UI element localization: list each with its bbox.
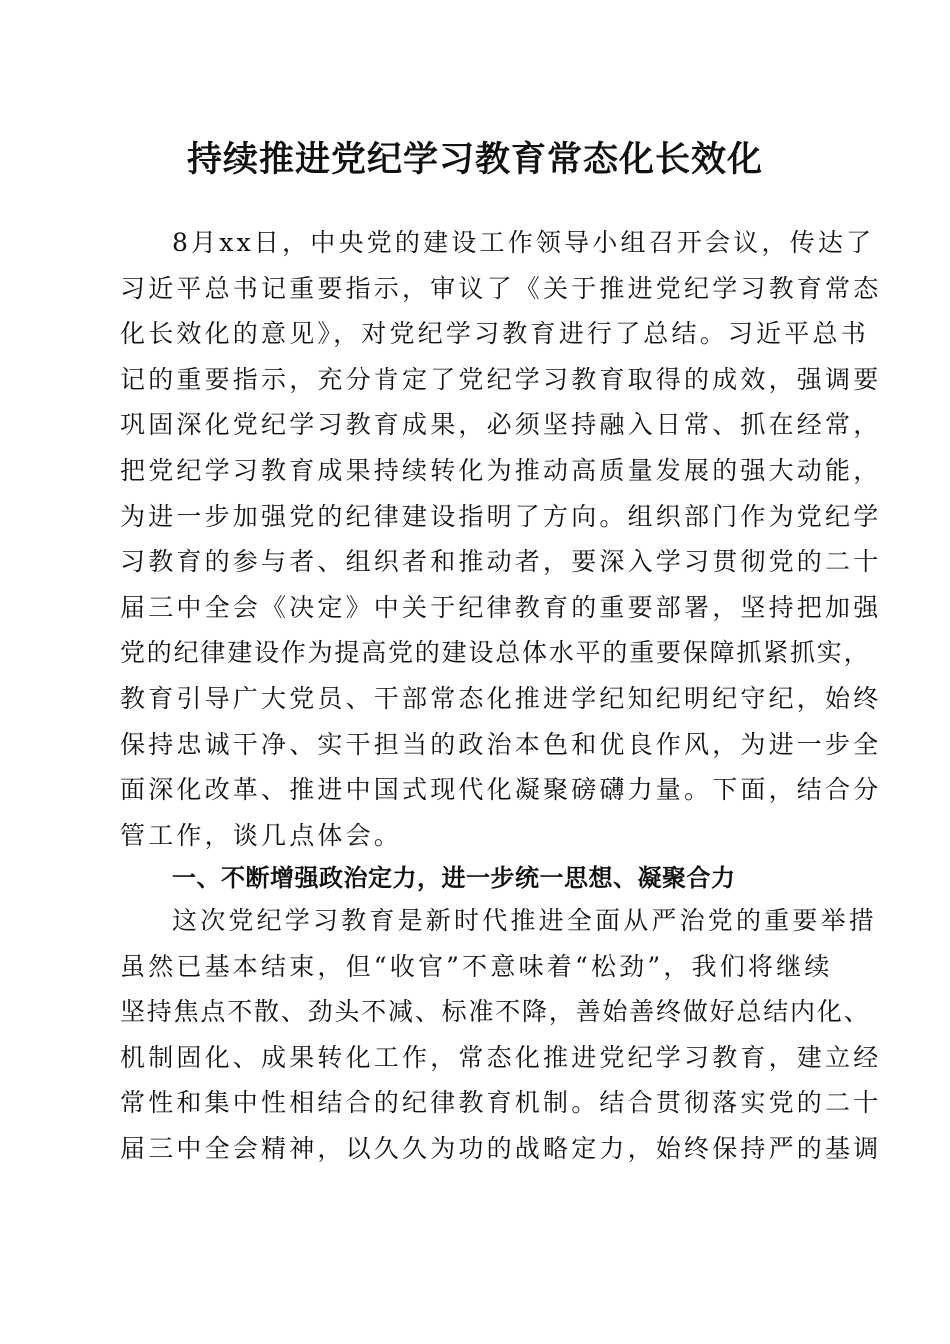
text-line: 届三中全会《决定》中关于纪律教育的重要部署，坚持把加强 <box>120 592 882 622</box>
text-line: 习教育的参与者、组织者和推动者，要深入学习贯彻党的二十 <box>120 547 882 577</box>
text-line: 面深化改革、推进中国式现代化凝聚磅礴力量。下面，结合分 <box>120 775 882 805</box>
text-line: 坚持焦点不散、劲头不减、标准不降，善始善终做好总结内化、 <box>120 997 871 1027</box>
text-line: 保持忠诚干净、实干担当的政治本色和优良作风，为进一步全 <box>120 729 882 759</box>
text-line: 把党纪学习教育成果持续转化为推动高质量发展的强大动能， <box>120 455 882 485</box>
text-line: 习近平总书记重要指示，审议了《关于推进党纪学习教育常态 <box>120 273 882 303</box>
paragraph-section1 <box>120 898 882 1172</box>
text-line: 常性和集中性相结合的纪律教育机制。结合贯彻落实党的二十 <box>120 1088 882 1118</box>
document-title: 持续推进党纪学习教育常态化长效化 <box>186 139 763 180</box>
text-line: 这次党纪学习教育是新时代推进全面从严治党的重要举措 <box>172 906 878 935</box>
text-line: 化长效化的意见》，对党纪学习教育进行了总结。习近平总书 <box>120 319 869 349</box>
text-line: 巩固深化党纪学习教育成果，必须坚持融入日常、抓在经常， <box>120 410 882 440</box>
section-heading: 一、不断增强政治定力，进一步统一思想、凝聚合力 <box>172 864 736 892</box>
text-line: 为进一步加强党的纪律建设指明了方向。组织部门作为党纪学 <box>120 501 882 531</box>
text-line: 虽然已基本结束，但“收官”不意味着“松劲”，我们将继续 <box>120 951 833 981</box>
text-line: 8月xx日，中央党的建设工作领导小组召开会议，传达了 <box>172 228 875 257</box>
paragraph-intro <box>120 220 882 858</box>
text-line: 记的重要指示，充分肯定了党纪学习教育取得的成效，强调要 <box>120 364 882 394</box>
text-line: 党的纪律建设作为提高党的建设总体水平的重要保障抓紧抓实， <box>120 638 871 668</box>
text-line: 届三中全会精神，以久久为功的战略定力，始终保持严的基调 <box>120 1133 882 1163</box>
text-line: 教育引导广大党员、干部常态化推进学纪知纪明纪守纪，始终 <box>120 683 882 713</box>
text-line: 机制固化、成果转化工作，常态化推进党纪学习教育，建立经 <box>120 1042 882 1072</box>
text-line: 管工作，谈几点体会。 <box>120 820 403 850</box>
